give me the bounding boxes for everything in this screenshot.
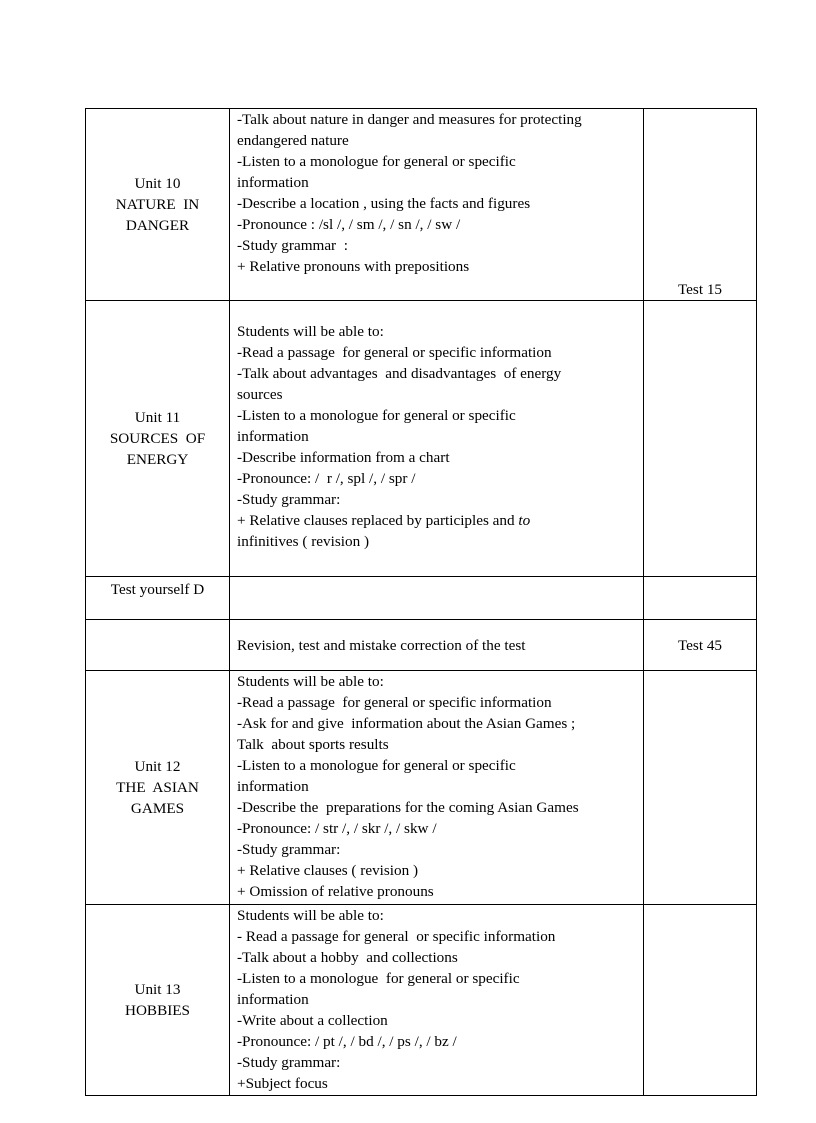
assessment-cell	[644, 577, 757, 620]
table-row	[86, 905, 757, 1096]
table-row	[86, 109, 757, 301]
content-cell: -Talk about nature in danger and measures for protecting endangered nature -Listen to a monologue for general or specific information -Describe a location , using the facts and figures -Pronounce : /sl /, / sm /, / sn /, / sw / -Study grammar : + Relative pronouns with prepositions	[230, 109, 644, 301]
content-cell: Students will be able to: -Read a passage for general or specific information -Talk about advantages and disadvantages of energy sources -Listen to a monologue for general or specific information -Describe information from a chart -Pronounce: / r /, spl /, / spr / -Study grammar: + Relative clauses replaced by participles and to infinitives ( revision )	[230, 301, 644, 577]
table-row	[86, 577, 757, 620]
unit-cell: Test yourself D	[86, 577, 230, 620]
assessment-cell: Test 45	[644, 620, 757, 671]
content-cell: Revision, test and mistake correction of the test	[230, 620, 644, 671]
content-cell	[230, 577, 644, 620]
unit-cell	[86, 620, 230, 671]
assessment-cell	[644, 671, 757, 905]
unit-cell: Unit 11 SOURCES OF ENERGY	[86, 301, 230, 577]
unit-cell: Unit 12 THE ASIAN GAMES	[86, 671, 230, 905]
table-row	[86, 671, 757, 905]
content-cell: Students will be able to: -Read a passage for general or specific information -Ask for and give information about the Asian Games ; Talk about sports results -Listen to a monologue for general or specific information -Describe the preparations for the coming Asian Games -Pronounce: / str /, / skr /, / skw / -Study grammar: + Relative clauses ( revision ) + Omission of relative pronouns	[230, 671, 644, 905]
table-row	[86, 620, 757, 671]
assessment-cell	[644, 301, 757, 577]
syllabus-table	[85, 108, 757, 1096]
content-cell: Students will be able to: - Read a passage for general or specific information -Talk about a hobby and collections -Listen to a monologue for general or specific information -Write about a collection -Pronounce: / pt /, / bd /, / ps /, / bz / -Study grammar: +Subject focus	[230, 905, 644, 1096]
assessment-cell: Test 15	[644, 109, 757, 301]
table-row	[86, 301, 757, 577]
unit-cell: Unit 13 HOBBIES	[86, 905, 230, 1096]
unit-cell: Unit 10 NATURE IN DANGER	[86, 109, 230, 301]
assessment-cell	[644, 905, 757, 1096]
